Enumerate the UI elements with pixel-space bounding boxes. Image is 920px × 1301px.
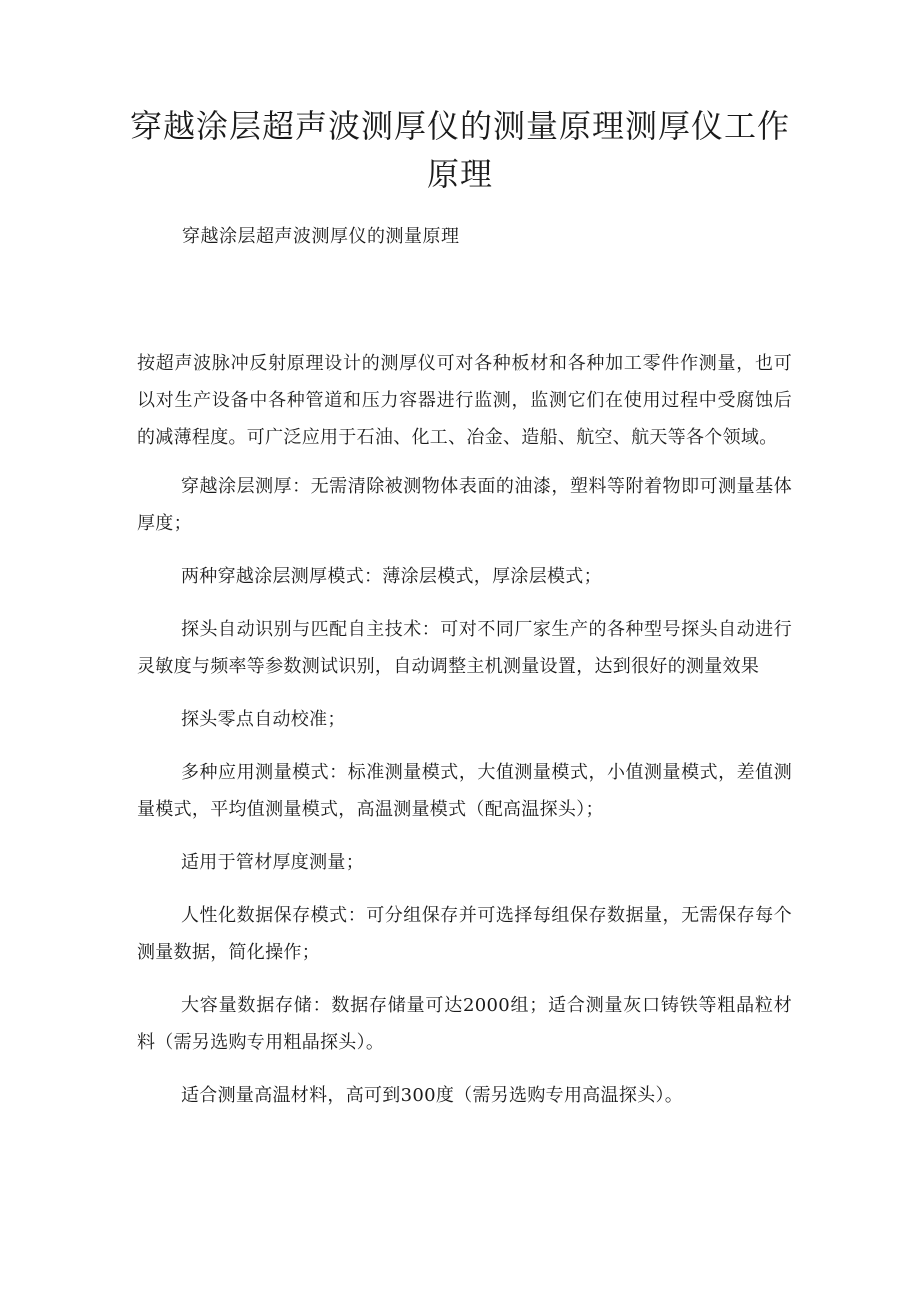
paragraph-probe-recognition: 探头自动识别与匹配自主技术：可对不同厂家生产的各种型号探头自动进行灵敏度与频率等参数测试识别，自动调整主机测量设置，达到很好的测量效果 — [137, 619, 792, 677]
paragraph-coating-modes: 两种穿越涂层测厚模式：薄涂层模式，厚涂层模式； — [181, 566, 602, 587]
paragraph-high-temperature: 适合测量高温材料，高可到300度（需另选购专用高温探头）。 — [181, 1085, 684, 1106]
document-title: 穿越涂层超声波测厚仪的测量原理测厚仪工作原理 — [130, 107, 791, 193]
paragraph-zero-calibration: 探头零点自动校准； — [181, 709, 346, 730]
document-body — [137, 345, 792, 1130]
paragraph-intro: 按超声波脉冲反射原理设计的测厚仪可对各种板材和各种加工零件作测量，也可以对生产设备中各种管道和压力容器进行监测，监测它们在使用过程中受腐蚀后的减薄程度。可广泛应用于石油、化工、冶金、造船、航空、航天等各个领域。 — [137, 353, 792, 448]
paragraph-data-saving: 人性化数据保存模式：可分组保存并可选择每组保存数据量，无需保存每个测量数据，简化操作； — [137, 905, 792, 963]
paragraph-coating-thickness: 穿越涂层测厚：无需清除被测物体表面的油漆，塑料等附着物即可测量基体厚度； — [137, 476, 792, 534]
paragraph-data-storage: 大容量数据存储：数据存储量可达2000组；适合测量灰口铸铁等粗晶粒材料（需另选购专用粗晶探头）。 — [137, 995, 792, 1053]
paragraph-pipe-measurement: 适用于管材厚度测量； — [181, 852, 364, 873]
document-subtitle: 穿越涂层超声波测厚仪的测量原理 — [182, 226, 460, 247]
paragraph-measurement-modes: 多种应用测量模式：标准测量模式，大值测量模式，小值测量模式，差值测量模式，平均值测量模式，高温测量模式（配高温探头）； — [137, 762, 792, 820]
